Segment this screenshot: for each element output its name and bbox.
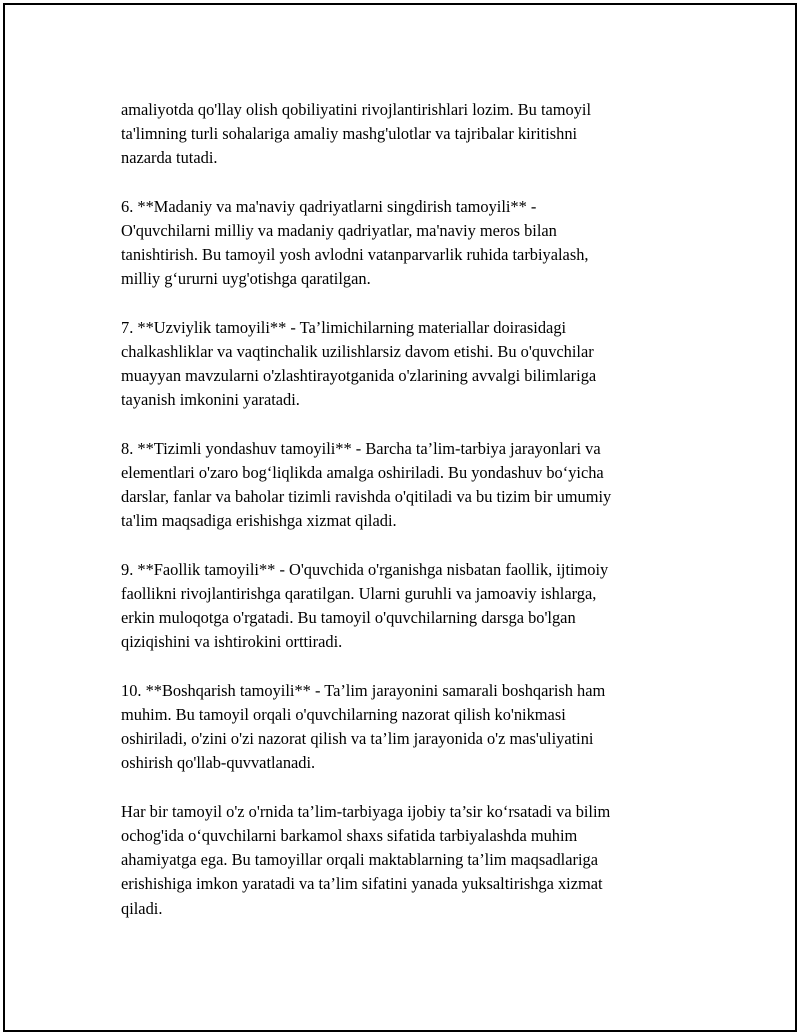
text-line: oshiriladi, o'zini o'zi nazorat qilish va ta’lim jarayonida o'z mas'uliyatini	[121, 729, 594, 749]
paragraph-principle-9	[121, 558, 701, 655]
text-line: nazarda tutadi.	[121, 148, 218, 168]
text-line: oshirish qo'llab-quvvatlanadi.	[121, 753, 316, 773]
text-line: ta'lim maqsadiga erishishga xizmat qiladi.	[121, 511, 397, 531]
text-line: tayanish imkonini yaratadi.	[121, 390, 300, 410]
paragraph-principle-10	[121, 679, 701, 776]
text-line: muayyan mavzularni o'zlashtirayotganida o'zlarining avvalgi bilimlariga	[121, 366, 597, 386]
text-line: ahamiyatga ega. Bu tamoyillar orqali maktablarning ta’lim maqsadlariga	[121, 850, 598, 870]
text-line: chalkashliklar va vaqtinchalik uzilishlarsiz davom etishi. Bu o'quvchilar	[121, 342, 594, 361]
text-line: erishishiga imkon yaratadi va ta’lim sifatini yanada yuksaltirishga xizmat	[121, 874, 603, 894]
paragraph-intro-continuation	[121, 98, 701, 171]
text-line: erkin muloqotga o'rgatadi. Bu tamoyil o'quvchilarning darsga bo'lgan	[121, 608, 576, 628]
text-line: 6. **Madaniy va ma'naviy qadriyatlarni singdirish tamoyili** -	[121, 196, 537, 216]
text-line: qiladi.	[121, 898, 163, 918]
text-line: O'quvchilarni milliy va madaniy qadriyatlar, ma'naviy meros bilan	[121, 221, 557, 240]
paragraph-principle-7	[121, 316, 701, 413]
text-line: tanishtirish. Bu tamoyil yosh avlodni vatanparvarlik ruhida tarbiyalash,	[121, 245, 589, 265]
paragraph-conclusion	[121, 800, 701, 921]
text-line: 10. **Boshqarish tamoyili** - Ta’lim jarayonini samarali boshqarish ham	[121, 680, 606, 700]
text-line: 9. **Faollik tamoyili** - O'quvchida o'rganishga nisbatan faollik, ijtimoiy	[121, 559, 609, 579]
text-line: 7. **Uzviylik tamoyili** - Ta’limichilarning materiallar doirasidagi	[121, 317, 567, 337]
text-line: faollikni rivojlantirishga qaratilgan. Ularni guruhli va jamoaviy ishlarga,	[121, 584, 597, 603]
paragraph-principle-6	[121, 195, 701, 292]
text-line: milliy g‘ururni uyg'otishga qaratilgan.	[121, 269, 371, 289]
paragraph-principle-8	[121, 437, 701, 534]
text-line: ta'limning turli sohalariga amaliy mashg'ulotlar va tajribalar kiritishni	[121, 124, 578, 144]
text-line: 8. **Tizimli yondashuv tamoyili** - Barcha ta’lim-tarbiya jarayonlari va	[121, 438, 601, 458]
document-body	[121, 98, 701, 945]
text-line: Har bir tamoyil o'z o'rnida ta’lim-tarbiyaga ijobiy ta’sir ko‘rsatadi va bilim	[121, 801, 611, 821]
page-frame	[3, 3, 797, 1032]
text-line: amaliyotda qo'llay olish qobiliyatini rivojlantirishlari lozim. Bu tamoyil	[121, 100, 592, 119]
text-line: qiziqishini va ishtirokini orttiradi.	[121, 632, 343, 652]
text-line: darslar, fanlar va baholar tizimli ravishda o'qitiladi va bu tizim bir umumiy	[121, 487, 612, 507]
text-line: ochog'ida o‘quvchilarni barkamol shaxs sifatida tarbiyalashda muhim	[121, 826, 578, 845]
text-line: elementlari o'zaro bog‘liqlikda amalga oshiriladi. Bu yondashuv bo‘yicha	[121, 463, 604, 482]
text-line: muhim. Bu tamoyil orqali o'quvchilarning nazorat qilish ko'nikmasi	[121, 705, 566, 724]
